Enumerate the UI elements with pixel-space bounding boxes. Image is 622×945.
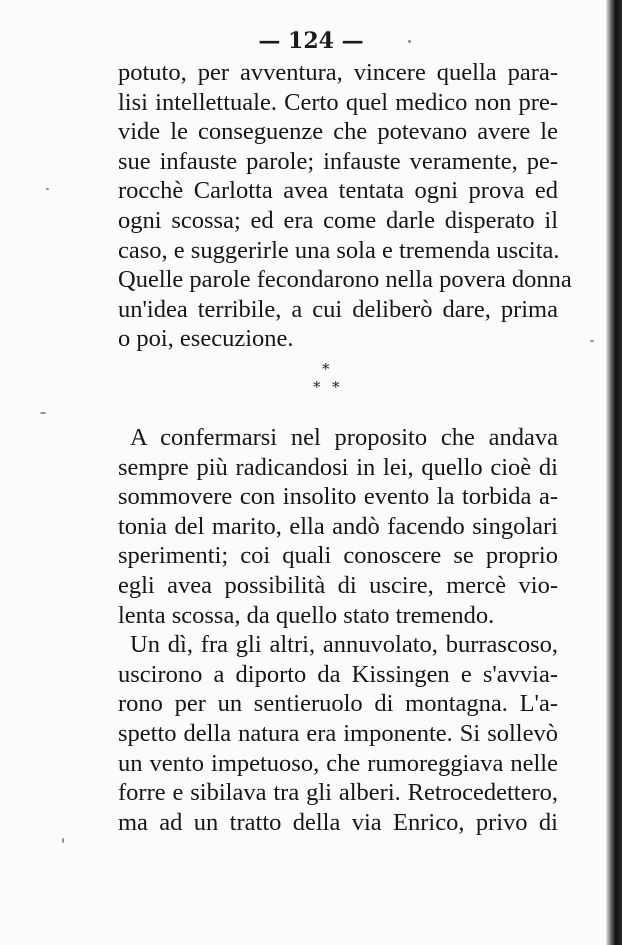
scan-speck — [590, 340, 594, 342]
text-line: spetto della natura era imponente. Si sollevò — [118, 719, 558, 747]
text-line: tonia del marito, ella andò facendo singolari — [118, 512, 558, 540]
asterisk-glyph: * — [332, 378, 340, 396]
text-line: potuto, per avventura, vincere quella para- — [118, 59, 558, 86]
section-separator — [300, 360, 360, 404]
text-line: rocchè Carlotta avea tentata ogni prova ed — [118, 177, 558, 205]
text-line: lisi intellettuale. Certo quel medico non pre- — [118, 88, 558, 116]
text-line: uscirono a diporto da Kissingen e s'avvia- — [118, 660, 558, 688]
text-line: sempre più radicandosi in lei, quello cioè di — [118, 453, 558, 481]
scan-speck — [408, 40, 411, 43]
page-binding-edge — [606, 0, 622, 945]
text-line: sue infauste parole; infauste veramente, pe- — [118, 147, 558, 175]
text-line: o poi, esecuzione. — [118, 325, 294, 353]
scan-speck — [40, 412, 46, 414]
text-line: rono per un sentieruolo di montagna. L'a- — [118, 690, 558, 718]
text-line: un vento impetuoso, che rumoreggiava nelle — [118, 749, 558, 777]
paragraph-1 — [118, 58, 572, 354]
asterisk-glyph: * — [322, 360, 330, 378]
text-line: Quelle parole fecondarono nella povera donna — [118, 266, 572, 294]
text-line: Un dì, fra gli altri, annuvolato, burrascoso, — [130, 631, 558, 659]
text-line: ma ad un tratto della via Enrico, privo di — [118, 808, 558, 836]
text-line: sperimenti; coi quali conoscere se proprio — [118, 542, 558, 570]
text-line: A confermarsi nel proposito che andava — [130, 424, 558, 451]
paragraph-2 — [118, 423, 558, 837]
text-line: lenta scossa, da quello stato tremendo. — [118, 601, 495, 629]
text-line: caso, e suggerirle una sola e tremenda uscita. — [118, 236, 560, 264]
scan-speck — [46, 188, 49, 190]
text-line: ogni scossa; ed era come darle disperato il — [118, 206, 558, 234]
text-line: un'idea terribile, a cui deliberò dare, prima — [118, 295, 558, 323]
text-line: forre e sibilava tra gli alberi. Retrocedettero, — [118, 779, 558, 807]
asterisk-glyph: * — [313, 378, 321, 396]
page-number: — 124 — — [258, 28, 364, 54]
text-line: sommovere con insolito evento la torbida a- — [118, 483, 558, 511]
text-line: vide le conseguenze che potevano avere le — [118, 118, 558, 146]
text-line: egli avea possibilità di uscire, mercè vio- — [118, 571, 558, 599]
scan-speck — [62, 838, 64, 843]
